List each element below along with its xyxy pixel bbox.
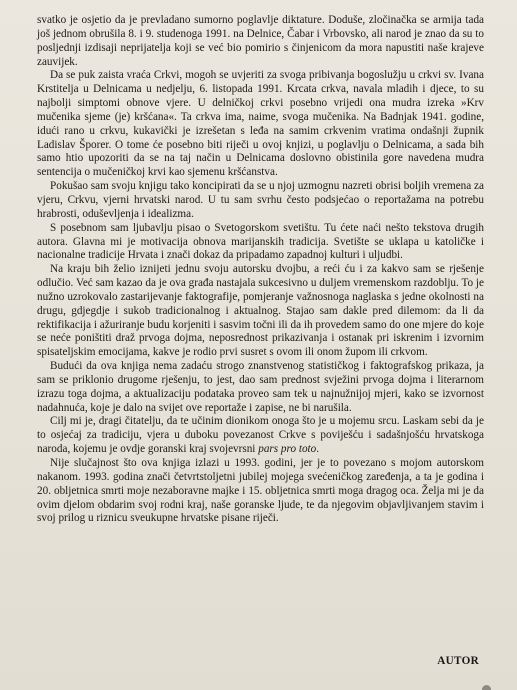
paragraph-6-text: Cilj mi je, dragi čitatelju, da te učinim dionikom onoga što je u mojemu srcu. Laskam sebi da je to osjećaj za tradiciju, vjera u duboku povezanost Crkve s poviješću i sadašnjošću hrvatskoga naroda, kojemu je ovdje goranski kraj svojevrsni (37, 415, 484, 456)
paragraph-3: S posebnom sam ljubavlju pisao o Svetogorskom svetištu. Tu ćete naći nešto tekstova drugih autora. Glavna mi je motivacija obnova marijanskih tradicija. Svetište se uklapa u katoličke i nacionalne tradicije Hrvata i znači dokaz da pripadamo zapadnoj kulturi i uljudbi. (37, 221, 484, 262)
paragraph-2: Pokušao sam svoju knjigu tako koncipirati da se u njoj uzmognu nazreti obrisi boljih vremena za vjeru, Crkvu, vjerni hrvatski narod. U tu sam svrhu često podsjećao o reportažama na potrebu hrabrosti, oduševljenja i idealizma. (37, 180, 484, 220)
paragraph-1: Da se puk zaista vraća Crkvi, mogoh se uvjeriti za svoga pribivanja bogoslužju u crkvi sv. Ivana Krstitelja u Delnicama u nedjelju, 6. listopada 1991. Krcata crkva, navala mladih i djece, to su najbolji simptomi obnove vjere. U delničkoj crkvi posebno vrijedi ona mudra izreka »Krv mučenika sjeme (je) kršćana«. Ta crkva ima, naime, svoga mučenika. Na Badnjak 1941. godine, idući rano u crkvu, kukavički je izrešetan s leđa na samim crkvenim vratima ondašnji župnik Ladislav Šporer. O tome će posebno biti riječi u ovoj knjizi, u poglavlju o Delnicama, a sada bih samo htio upozoriti da se na taj način u Delnicama doslovno obistinila gore navedena mudra sentencija o mučeničkoj krvi kao sjemenu kršćanstva. (37, 69, 484, 179)
paragraph-5: Budući da ova knjiga nema zadaću strogo znanstvenog statističkog i faktografskog prikaza, ja sam se priklonio drugome rješenju, to jest, dao sam prednost svježini prvoga dojma i literarnom izrazu toga dojma, a aktualizaciju podataka proveo sam tek u najnužnijoj mjeri, kako se izvornost nadahnuća, koje je dalo na svijet ove reportaže i zapise, ne bi narušila. (37, 360, 484, 414)
paragraph-0: svatko je osjetio da je prevladano sumorno poglavlje diktature. Doduše, zločinačka se armija tada još jednom obrušila 8. i 9. studenoga 1991. na Delnice, Čabar i Vrbovsko, ali narod je znao da su to posljednji izdisaji neprijatelja koji se već bio pomirio s činjenicom da mora napustiti naše krajeve zauvijek. (37, 14, 484, 68)
paragraph-6-italic: pars pro toto (258, 443, 317, 456)
paragraph-6-tail: . (316, 443, 320, 456)
paragraph-7: Nije slučajnost što ova knjiga izlazi u 1993. godini, jer je to povezano s mojom autorskom nakanom. 1993. godina znači četvrtstoljetni jubilej mojega svećeničkog zaređenja, a ta je godina i 20. obljetnica smrti moje nezaboravne majke i 15. obljetnica smrti moga dragog oca. Želja mi je da ovim djelom obdarim svoj rodni kraj, naše goranske ljude, te da njegovim objavljivanjem stavim i svoj prilog u riznicu sveukupne hrvatske pisane riječi. (37, 457, 484, 525)
paragraph-4: Na kraju bih želio iznijeti jednu svoju autorsku dvojbu, a reći ću i za kakvo sam se rješenje odlučio. Već sam kazao da je ova građa nastajala sukcesivno u duljem vremenskom razdoblju. To je nužno uzrokovalo zastarijevanje faktografije, pomjeranje važnosnoga naglaska s jedne okolnosti na drugu, gdjegdje i sukob tradicionalnog i aktualnog. Stajao sam dakle pred dilemom: da li da rektifikacija i ažuriranje budu korjeniti i sasvim točni ili da ih provedem samo do one mjere do koje se neće poništiti draž prvoga dojma, neposrednost prikazivanja i ostanak pri iskrenim i izvornim spisateljskim emocijama, kakve je rodio prvi susret s ovom ili onom župom ili crkvom. (37, 263, 484, 359)
foreword-body (37, 14, 484, 526)
paragraph-6 (37, 415, 484, 457)
author-signature: AUTOR (437, 655, 479, 667)
page-corner-mark (482, 685, 491, 690)
